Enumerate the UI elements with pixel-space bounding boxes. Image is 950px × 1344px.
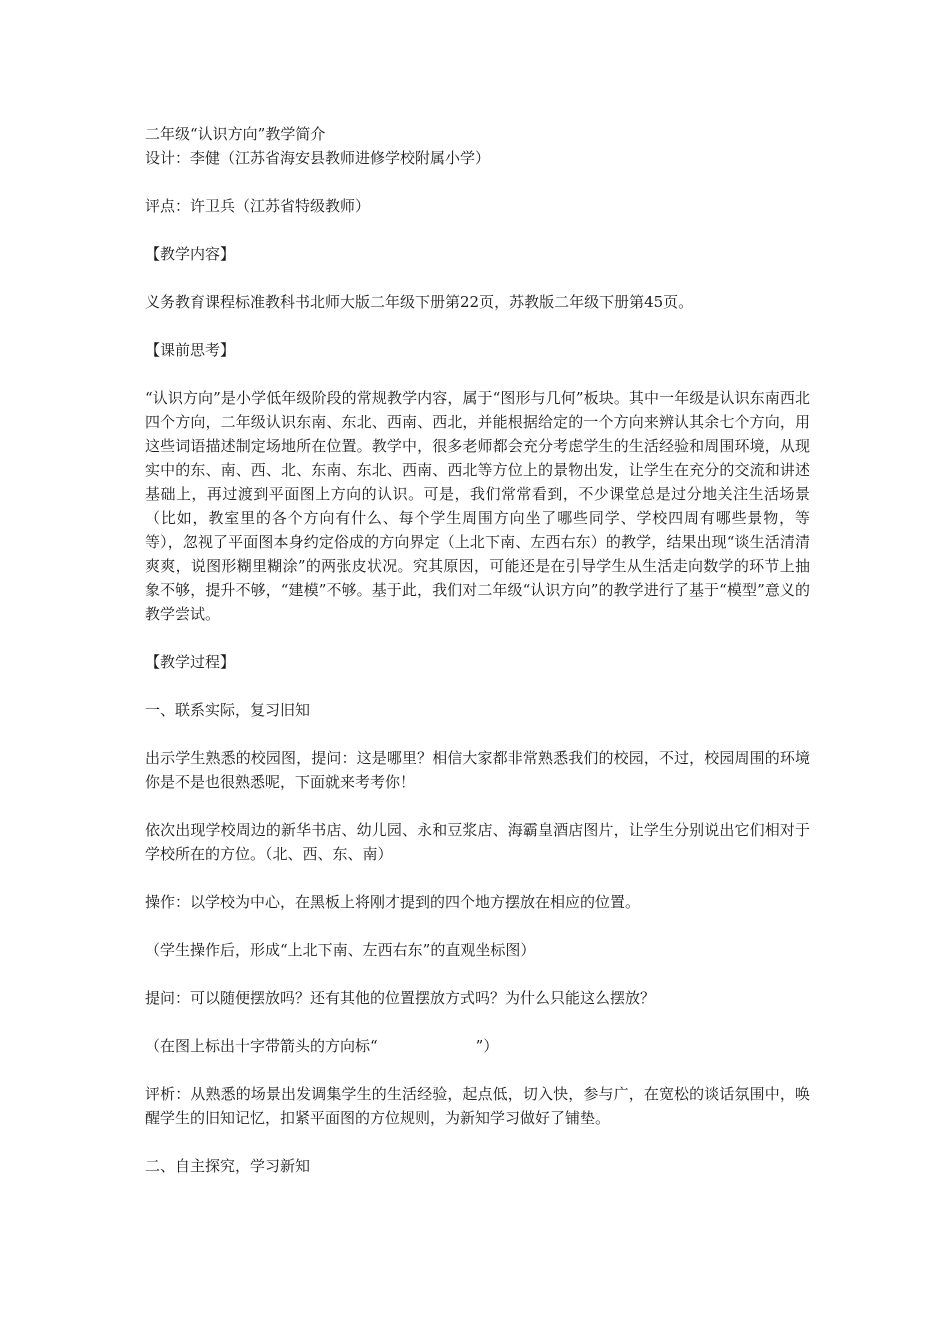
direction-marker-text-end: ”） <box>475 1037 499 1055</box>
process-paragraph-6 <box>145 1034 810 1058</box>
direction-marker-text-start: （在图上标出十字带箭头的方向标“ <box>145 1037 378 1055</box>
part1-title: 一、联系实际，复习旧知 <box>145 701 311 719</box>
document-title: 二年级“认识方向”教学简介 <box>145 125 326 143</box>
process-paragraph-3: 操作：以学校为中心，在黑板上将刚才提到的四个地方摆放在相应的位置。 <box>145 893 641 911</box>
process-paragraph-1: 出示学生熟悉的校园图，提问：这是哪里？相信大家都非常熟悉我们的校园，不过，校园周围的环境你是不是也很熟悉呢，下面就来考考你！ <box>145 749 810 791</box>
section-heading-thinking: 【课前思考】 <box>145 341 236 359</box>
content-paragraph: 义务教育课程标准教科书北师大版二年级下册第22页，苏教版二年级下册第45页。 <box>145 293 694 311</box>
process-paragraph-4: （学生操作后，形成“上北下南、左西右东”的直观坐标图） <box>145 941 536 959</box>
document-page <box>145 122 810 1178</box>
part2-title: 二、自主探究，学习新知 <box>145 1157 311 1175</box>
thinking-paragraph: “认识方向”是小学低年级阶段的常规教学内容，属于“图形与几何”板块。其中一年级是认识东南西北四个方向，二年级认识东南、东北、西南、西北，并能根据给定的一个方向来辨认其余七个方向，用这些词语描述制定场地所在位置。教学中，很多老师都会充分考虑学生的生活经验和周围环境，从现实中的东、南、西、北、东南、东北、西南、西北等方位上的景物出发，让学生在充分的交流和讲述基础上，再过渡到平面图上方向的认识。可是，我们常常看到，不少课堂总是过分地关注生活场景（比如，教室里的各个方向有什么、每个学生周围方向坐了哪些同学、学校四周有哪些景物，等等），忽视了平面图本身约定俗成的方向界定（上北下南、左西右东）的教学，结果出现“谈生活清清爽爽，说图形糊里糊涂”的两张皮状况。究其原因，可能还是在引导学生从生活走向数学的环节上抽象不够，提升不够，“建模”不够。基于此，我们对二年级“认识方向”的教学进行了基于“模型”意义的教学尝试。 <box>145 389 810 623</box>
designer-line: 设计：李健（江苏省海安县教师进修学校附属小学） <box>145 149 491 167</box>
reviewer-line: 评点：许卫兵（江苏省特级教师） <box>145 197 371 215</box>
section-heading-content: 【教学内容】 <box>145 245 236 263</box>
process-paragraph-2: 依次出现学校周边的新华书店、幼儿园、永和豆浆店、海霸皇酒店图片，让学生分别说出它们相对于学校所在的方位。（北、西、东、南） <box>145 821 810 863</box>
section-heading-process: 【教学过程】 <box>145 653 236 671</box>
process-paragraph-7: 评析：从熟悉的场景出发调集学生的生活经验，起点低，切入快，参与广，在宽松的谈话氛围中，唤醒学生的旧知记忆，扣紧平面图的方位规则，为新知学习做好了铺垫。 <box>145 1085 810 1127</box>
process-paragraph-5: 提问：可以随便摆放吗？还有其他的位置摆放方式吗？为什么只能这么摆放？ <box>145 989 656 1007</box>
